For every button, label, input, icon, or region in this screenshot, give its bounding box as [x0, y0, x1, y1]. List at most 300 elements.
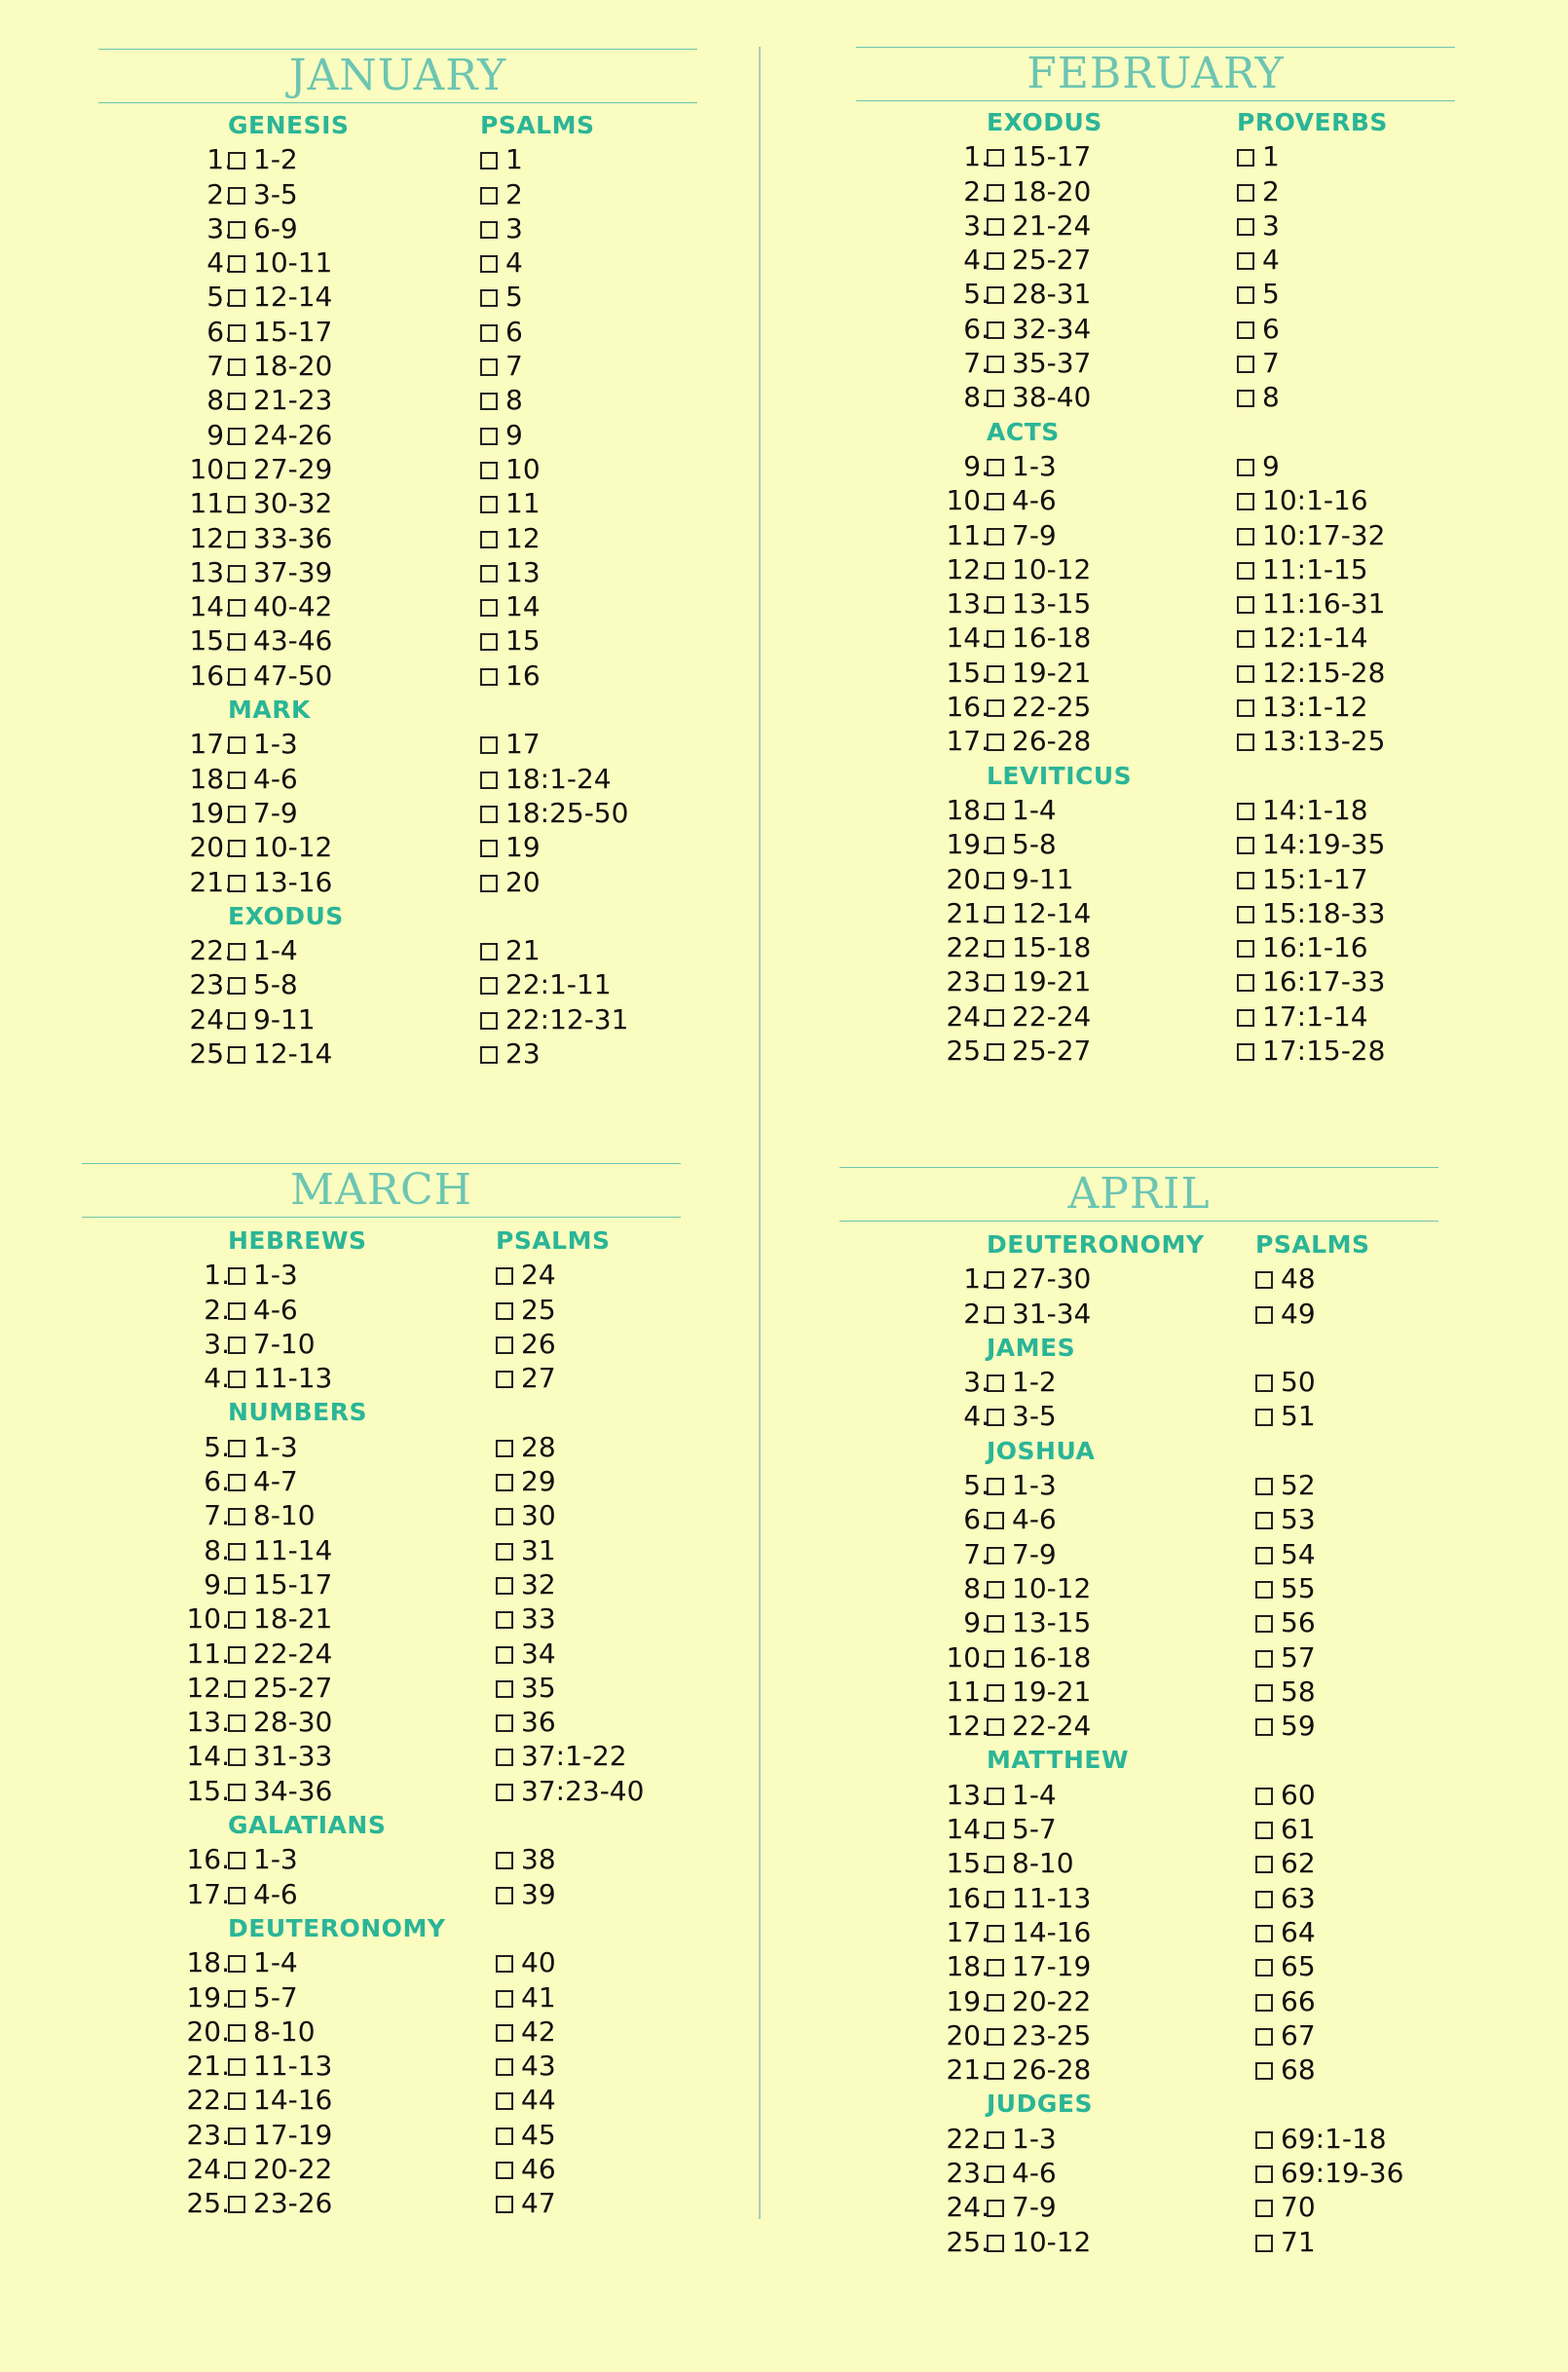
month-title: MARCH: [82, 1163, 681, 1218]
checkbox-icon[interactable]: [228, 840, 245, 857]
checkbox-icon[interactable]: [987, 2235, 1004, 2252]
checkbox-icon[interactable]: [987, 699, 1004, 717]
checkbox-icon[interactable]: [228, 1680, 245, 1698]
checkbox-icon[interactable]: [480, 531, 498, 548]
checkbox-icon[interactable]: [496, 1371, 513, 1388]
checkbox-icon[interactable]: [228, 565, 245, 583]
checkbox-icon[interactable]: [480, 393, 498, 410]
checkbox-icon[interactable]: [987, 562, 1004, 580]
chapter-range: 22-24: [253, 1637, 333, 1670]
chapter-range: 13-15: [1012, 587, 1092, 621]
month-march: [82, 1163, 681, 2221]
checkbox-icon[interactable]: [987, 1271, 1004, 1289]
day-number: 23.: [946, 2157, 989, 2190]
chapter-range: 5-8: [253, 968, 298, 1001]
checkbox-icon[interactable]: [496, 1990, 513, 2008]
day-number: 4.: [206, 246, 233, 280]
checkbox-icon[interactable]: [987, 2028, 1004, 2046]
checkbox-icon[interactable]: [480, 633, 498, 651]
checkbox-icon[interactable]: [496, 2127, 513, 2145]
reading-day-row: [856, 277, 1455, 311]
checkbox-icon[interactable]: [228, 2058, 245, 2076]
checkbox-icon[interactable]: [228, 1337, 245, 1354]
checkbox-icon[interactable]: [987, 1822, 1004, 1839]
chapter-range: 16-18: [1012, 1640, 1092, 1674]
checkbox-icon[interactable]: [1237, 528, 1254, 546]
checkbox-icon[interactable]: [228, 1046, 245, 1064]
checkbox-icon[interactable]: [480, 977, 498, 995]
checkbox-icon[interactable]: [987, 1009, 1004, 1027]
checkbox-icon[interactable]: [480, 496, 498, 513]
checkbox-icon[interactable]: [987, 1959, 1004, 1977]
checkbox-icon[interactable]: [1255, 1478, 1273, 1495]
chapter-range: 41: [521, 1980, 556, 2014]
book-heading: EXODUS: [987, 108, 1102, 136]
reading-day-row: [82, 1327, 681, 1361]
chapter-range: 1-3: [253, 1430, 298, 1463]
reading-two: [1255, 1365, 1316, 1399]
checkbox-icon[interactable]: [987, 1684, 1004, 1702]
checkbox-icon[interactable]: [987, 1718, 1004, 1736]
reading-one: [987, 1605, 1091, 1639]
checkbox-icon[interactable]: [496, 2196, 513, 2213]
checkbox-icon[interactable]: [1237, 218, 1254, 236]
checkbox-icon[interactable]: [1237, 390, 1254, 407]
checkbox-icon[interactable]: [987, 390, 1004, 407]
chapter-range: 15:1-17: [1262, 862, 1368, 895]
checkbox-icon[interactable]: [987, 1409, 1004, 1426]
checkbox-icon[interactable]: [480, 668, 498, 686]
checkbox-icon[interactable]: [480, 1046, 498, 1064]
reading-day-row: [840, 1675, 1438, 1709]
checkbox-icon[interactable]: [987, 665, 1004, 683]
reading-one: [987, 208, 1091, 243]
checkbox-icon[interactable]: [228, 772, 245, 789]
checkbox-icon[interactable]: [480, 599, 498, 617]
checkbox-icon[interactable]: [496, 2162, 513, 2179]
checkbox-icon[interactable]: [1255, 1306, 1273, 1324]
checkbox-icon[interactable]: [1255, 1822, 1273, 1839]
checkbox-icon[interactable]: [480, 221, 498, 239]
checkbox-icon[interactable]: [228, 875, 245, 892]
chapter-range: 9: [1262, 449, 1280, 482]
checkbox-icon[interactable]: [228, 531, 245, 548]
checkbox-icon[interactable]: [987, 252, 1004, 270]
checkbox-icon[interactable]: [1255, 1994, 1273, 2012]
checkbox-icon[interactable]: [496, 1646, 513, 1664]
checkbox-icon[interactable]: [228, 1440, 245, 1457]
checkbox-icon[interactable]: [987, 974, 1004, 992]
checkbox-icon[interactable]: [480, 152, 498, 169]
reading-day-row: [840, 1605, 1438, 1639]
checkbox-icon[interactable]: [1237, 1009, 1254, 1027]
checkbox-icon[interactable]: [1237, 562, 1254, 580]
checkbox-icon[interactable]: [1255, 2028, 1273, 2046]
checkbox-icon[interactable]: [1255, 1788, 1273, 1805]
checkbox-icon[interactable]: [228, 428, 245, 445]
chapter-range: 33-36: [253, 521, 333, 554]
chapter-range: 44: [521, 2084, 556, 2117]
checkbox-icon[interactable]: [987, 2165, 1004, 2183]
reading-one: [228, 865, 332, 899]
reading-one: [228, 2152, 332, 2186]
checkbox-icon[interactable]: [228, 462, 245, 479]
checkbox-icon[interactable]: [228, 1887, 245, 1904]
reading-two: [496, 1671, 556, 1705]
day-number: 13.: [946, 1778, 989, 1811]
checkbox-icon[interactable]: [987, 872, 1004, 889]
reading-two: [1237, 380, 1280, 414]
checkbox-icon[interactable]: [228, 633, 245, 651]
checkbox-icon[interactable]: [1237, 459, 1254, 476]
checkbox-icon[interactable]: [1237, 149, 1254, 167]
checkbox-icon[interactable]: [228, 2024, 245, 2042]
checkbox-icon[interactable]: [987, 630, 1004, 648]
chapter-range: 47: [521, 2187, 556, 2220]
checkbox-icon[interactable]: [1255, 2165, 1273, 2183]
checkbox-icon[interactable]: [228, 943, 245, 960]
checkbox-icon[interactable]: [496, 1714, 513, 1732]
reading-day-row: [82, 1705, 681, 1739]
checkbox-icon[interactable]: [987, 321, 1004, 339]
chapter-range: 31-34: [1012, 1297, 1092, 1330]
reading-two: [1237, 346, 1280, 380]
checkbox-icon[interactable]: [1237, 837, 1254, 854]
reading-day-row: [98, 349, 697, 383]
checkbox-icon[interactable]: [496, 1440, 513, 1457]
checkbox-icon[interactable]: [228, 358, 245, 376]
checkbox-icon[interactable]: [480, 324, 498, 342]
checkbox-icon[interactable]: [228, 152, 245, 169]
reading-one: [987, 1709, 1091, 1743]
checkbox-icon[interactable]: [987, 184, 1004, 202]
checkbox-icon[interactable]: [228, 1267, 245, 1285]
reading-two: [496, 1705, 556, 1739]
checkbox-icon[interactable]: [496, 2092, 513, 2110]
chapter-range: 20-22: [253, 2153, 333, 2186]
checkbox-icon[interactable]: [1255, 2062, 1273, 2080]
reading-day-row: [840, 1571, 1438, 1605]
book-header-row: [82, 1808, 681, 1842]
checkbox-icon[interactable]: [987, 493, 1004, 510]
day-number: 8.: [206, 384, 233, 417]
checkbox-icon[interactable]: [1255, 1959, 1273, 1977]
checkbox-icon[interactable]: [1237, 493, 1254, 510]
checkbox-icon[interactable]: [987, 1650, 1004, 1668]
reading-one: [228, 452, 332, 486]
checkbox-icon[interactable]: [1237, 630, 1254, 648]
checkbox-icon[interactable]: [480, 806, 498, 823]
chapter-range: 21-24: [1012, 208, 1092, 242]
checkbox-icon[interactable]: [228, 806, 245, 823]
checkbox-icon[interactable]: [987, 218, 1004, 236]
checkbox-icon[interactable]: [228, 1784, 245, 1801]
reading-day-row: [82, 2186, 681, 2220]
checkbox-icon[interactable]: [496, 1680, 513, 1698]
chapter-range: 43: [521, 2050, 556, 2083]
checkbox-icon[interactable]: [1255, 1615, 1273, 1633]
reading-day-row: [82, 1361, 681, 1395]
checkbox-icon[interactable]: [228, 668, 245, 686]
checkbox-icon[interactable]: [987, 459, 1004, 476]
checkbox-icon[interactable]: [987, 149, 1004, 167]
checkbox-icon[interactable]: [228, 1714, 245, 1732]
checkbox-icon[interactable]: [496, 1852, 513, 1869]
chapter-range: 3: [505, 211, 523, 245]
checkbox-icon[interactable]: [228, 599, 245, 617]
reading-one: [987, 896, 1091, 930]
checkbox-icon[interactable]: [1255, 1374, 1273, 1392]
checkbox-icon[interactable]: [228, 2162, 245, 2179]
checkbox-icon[interactable]: [480, 840, 498, 857]
checkbox-icon[interactable]: [1237, 596, 1254, 614]
checkbox-icon[interactable]: [228, 1852, 245, 1869]
checkbox-icon[interactable]: [1237, 940, 1254, 958]
checkbox-icon[interactable]: [496, 1887, 513, 1904]
checkbox-icon[interactable]: [987, 1615, 1004, 1633]
reading-one: [987, 518, 1057, 552]
checkbox-icon[interactable]: [1255, 1547, 1273, 1564]
reading-two: [1237, 243, 1280, 277]
day-number: 22.: [186, 2084, 230, 2117]
checkbox-icon[interactable]: [496, 1577, 513, 1595]
checkbox-icon[interactable]: [496, 1749, 513, 1766]
checkbox-icon[interactable]: [987, 940, 1004, 958]
day-number: 1.: [963, 140, 989, 173]
checkbox-icon[interactable]: [496, 2058, 513, 2076]
checkbox-icon[interactable]: [228, 289, 245, 307]
chapter-range: 26: [521, 1327, 556, 1360]
reading-one: [987, 1778, 1057, 1812]
day-number: 13.: [946, 587, 989, 621]
reading-day-row: [82, 1430, 681, 1464]
book-heading: NUMBERS: [228, 1398, 367, 1427]
checkbox-icon[interactable]: [496, 1267, 513, 1285]
checkbox-icon[interactable]: [1255, 1856, 1273, 1873]
checkbox-icon[interactable]: [987, 837, 1004, 854]
chapter-range: 10-11: [253, 246, 333, 280]
checkbox-icon[interactable]: [228, 1371, 245, 1388]
checkbox-icon[interactable]: [987, 286, 1004, 304]
checkbox-icon[interactable]: [987, 1925, 1004, 1942]
reading-two: [480, 1002, 628, 1036]
checkbox-icon[interactable]: [987, 1856, 1004, 1873]
checkbox-icon[interactable]: [987, 1478, 1004, 1495]
chapter-range: 10:1-16: [1262, 484, 1368, 517]
checkbox-icon[interactable]: [228, 1749, 245, 1766]
reading-two: [1255, 1640, 1316, 1675]
day-number: 9.: [204, 1567, 230, 1600]
chapter-range: 1-4: [1012, 1778, 1057, 1811]
chapter-range: 14-16: [253, 2084, 333, 2117]
checkbox-icon[interactable]: [987, 356, 1004, 373]
reading-two: [1237, 483, 1368, 517]
checkbox-icon[interactable]: [987, 906, 1004, 923]
day-number: 11.: [186, 1637, 230, 1670]
checkbox-icon[interactable]: [228, 496, 245, 513]
checkbox-icon[interactable]: [228, 324, 245, 342]
reading-two: [1255, 1675, 1316, 1709]
checkbox-icon[interactable]: [987, 1891, 1004, 1908]
checkbox-icon[interactable]: [496, 1508, 513, 1525]
day-number: 15.: [186, 1774, 230, 1807]
checkbox-icon[interactable]: [1237, 906, 1254, 923]
checkbox-icon[interactable]: [228, 2127, 245, 2145]
checkbox-icon[interactable]: [496, 1955, 513, 1973]
checkbox-icon[interactable]: [228, 1543, 245, 1561]
checkbox-icon[interactable]: [987, 528, 1004, 546]
checkbox-icon[interactable]: [1237, 974, 1254, 992]
checkbox-icon[interactable]: [228, 1012, 245, 1030]
month-april: [840, 1167, 1438, 2259]
reading-one: [228, 1464, 298, 1498]
checkbox-icon[interactable]: [987, 2200, 1004, 2217]
checkbox-icon[interactable]: [480, 358, 498, 376]
checkbox-icon[interactable]: [480, 1012, 498, 1030]
checkbox-icon[interactable]: [1255, 1891, 1273, 1908]
reading-one: [228, 245, 332, 280]
checkbox-icon[interactable]: [480, 565, 498, 583]
book-heading: PROVERBS: [1237, 108, 1388, 136]
chapter-range: 24-26: [253, 418, 333, 451]
checkbox-icon[interactable]: [228, 2092, 245, 2110]
day-number: 18.: [946, 1950, 989, 1983]
book-heading: GENESIS: [228, 111, 350, 139]
chapter-range: 1-4: [253, 934, 298, 967]
checkbox-icon[interactable]: [480, 187, 498, 205]
checkbox-icon[interactable]: [1255, 1409, 1273, 1426]
checkbox-icon[interactable]: [1237, 1043, 1254, 1061]
checkbox-icon[interactable]: [987, 803, 1004, 820]
checkbox-icon[interactable]: [987, 2131, 1004, 2149]
checkbox-icon[interactable]: [1237, 184, 1254, 202]
checkbox-icon[interactable]: [1237, 252, 1254, 270]
checkbox-icon[interactable]: [987, 1547, 1004, 1564]
checkbox-icon[interactable]: [1237, 803, 1254, 820]
reading-day-row: [82, 2014, 681, 2049]
checkbox-icon[interactable]: [1255, 2200, 1273, 2217]
checkbox-icon[interactable]: [987, 2062, 1004, 2080]
checkbox-icon[interactable]: [496, 1474, 513, 1491]
checkbox-icon[interactable]: [496, 2024, 513, 2042]
checkbox-icon[interactable]: [228, 2196, 245, 2213]
checkbox-icon[interactable]: [496, 1784, 513, 1801]
checkbox-icon[interactable]: [480, 736, 498, 754]
checkbox-icon[interactable]: [987, 1994, 1004, 2012]
checkbox-icon[interactable]: [228, 187, 245, 205]
checkbox-icon[interactable]: [480, 289, 498, 307]
checkbox-icon[interactable]: [228, 255, 245, 273]
reading-day-row: [82, 1774, 681, 1808]
checkbox-icon[interactable]: [1255, 1718, 1273, 1736]
checkbox-icon[interactable]: [1237, 665, 1254, 683]
checkbox-icon[interactable]: [228, 1508, 245, 1525]
checkbox-icon[interactable]: [1255, 1512, 1273, 1529]
checkbox-icon[interactable]: [228, 1611, 245, 1629]
reading-day-row: [82, 2118, 681, 2152]
chapter-range: 19: [505, 831, 541, 864]
reading-two: [496, 1774, 644, 1808]
checkbox-icon[interactable]: [228, 1990, 245, 2008]
chapter-range: 18-21: [253, 1602, 333, 1636]
chapter-range: 37:1-22: [521, 1740, 627, 1773]
checkbox-icon[interactable]: [228, 977, 245, 995]
reading-one: [987, 174, 1091, 208]
checkbox-icon[interactable]: [987, 1306, 1004, 1324]
checkbox-icon[interactable]: [987, 734, 1004, 751]
checkbox-icon[interactable]: [1237, 734, 1254, 751]
checkbox-icon[interactable]: [228, 1955, 245, 1973]
reading-one: [228, 521, 332, 555]
reading-two: [1255, 2225, 1316, 2259]
checkbox-icon[interactable]: [987, 1043, 1004, 1061]
chapter-range: 23-26: [253, 2187, 333, 2220]
checkbox-icon[interactable]: [1255, 2235, 1273, 2252]
checkbox-icon[interactable]: [987, 1374, 1004, 1392]
checkbox-icon[interactable]: [1237, 699, 1254, 717]
checkbox-icon[interactable]: [228, 393, 245, 410]
checkbox-icon[interactable]: [480, 462, 498, 479]
checkbox-icon[interactable]: [987, 596, 1004, 614]
reading-two: [480, 383, 523, 417]
chapter-range: 32: [521, 1567, 556, 1600]
checkbox-icon[interactable]: [228, 221, 245, 239]
reading-two: [496, 2083, 556, 2117]
checkbox-icon[interactable]: [228, 1577, 245, 1595]
checkbox-icon[interactable]: [1255, 1925, 1273, 1942]
checkbox-icon[interactable]: [987, 1788, 1004, 1805]
checkbox-icon[interactable]: [228, 1646, 245, 1664]
checkbox-icon[interactable]: [480, 943, 498, 960]
checkbox-icon[interactable]: [480, 255, 498, 273]
book-header-row: [840, 2087, 1438, 2121]
reading-one: [228, 1774, 332, 1808]
book-header-row: [98, 108, 697, 142]
checkbox-icon[interactable]: [228, 1302, 245, 1320]
checkbox-icon[interactable]: [1237, 872, 1254, 889]
checkbox-icon[interactable]: [987, 1512, 1004, 1529]
checkbox-icon[interactable]: [480, 875, 498, 892]
reading-two: [496, 1533, 556, 1567]
checkbox-icon[interactable]: [1237, 286, 1254, 304]
checkbox-icon[interactable]: [1255, 1581, 1273, 1599]
checkbox-icon[interactable]: [1255, 2131, 1273, 2149]
checkbox-icon[interactable]: [496, 1611, 513, 1629]
reading-two: [1255, 1399, 1316, 1433]
checkbox-icon[interactable]: [496, 1543, 513, 1561]
reading-two: [496, 1293, 556, 1327]
checkbox-icon[interactable]: [496, 1337, 513, 1354]
checkbox-icon[interactable]: [987, 1581, 1004, 1599]
checkbox-icon[interactable]: [480, 428, 498, 445]
checkbox-icon[interactable]: [228, 1474, 245, 1491]
reading-two: [496, 1980, 556, 2014]
reading-one: [228, 1293, 298, 1327]
day-number: 8.: [204, 1533, 230, 1566]
checkbox-icon[interactable]: [496, 1302, 513, 1320]
checkbox-icon[interactable]: [1237, 356, 1254, 373]
checkbox-icon[interactable]: [1237, 321, 1254, 339]
checkbox-icon[interactable]: [1255, 1650, 1273, 1668]
checkbox-icon[interactable]: [1255, 1684, 1273, 1702]
reading-one: [228, 1671, 332, 1705]
checkbox-icon[interactable]: [228, 736, 245, 754]
day-number: 1.: [204, 1259, 230, 1292]
day-number: 20.: [946, 2018, 989, 2052]
checkbox-icon[interactable]: [1255, 1271, 1273, 1289]
checkbox-icon[interactable]: [480, 772, 498, 789]
chapter-range: 7-9: [1012, 1537, 1057, 1570]
